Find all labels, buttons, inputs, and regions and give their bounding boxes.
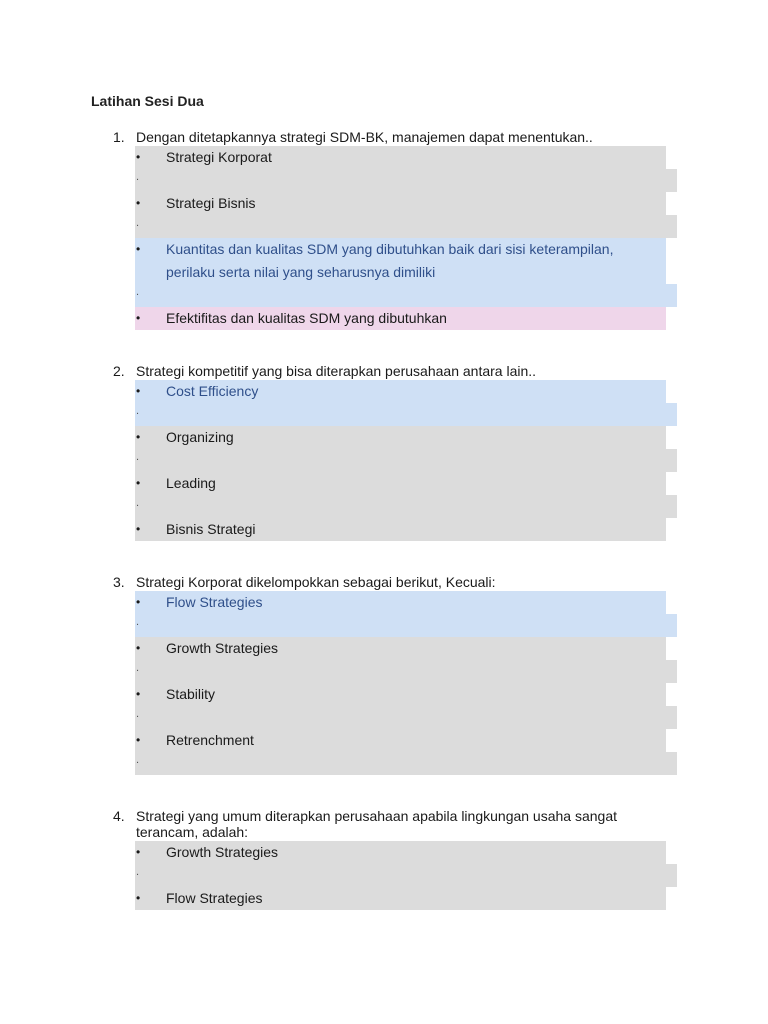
separator-dot: . bbox=[135, 169, 677, 192]
bullet-icon: • bbox=[136, 522, 141, 536]
bullet-icon: • bbox=[136, 384, 141, 398]
option-label: Strategi Korporat bbox=[166, 149, 272, 165]
separator-dot: . bbox=[135, 449, 677, 472]
separator-dot: . bbox=[135, 495, 677, 518]
bullet-icon: • bbox=[136, 595, 141, 609]
option-item[interactable] bbox=[135, 729, 673, 775]
separator-dot: . bbox=[135, 614, 677, 637]
question-body: Dengan ditetapkannya strategi SDM-BK, manajemen dapat menentukan.. bbox=[136, 129, 593, 145]
option-item[interactable] bbox=[135, 426, 673, 472]
option-item[interactable] bbox=[135, 841, 673, 887]
option-label: Organizing bbox=[166, 429, 234, 445]
question-number: 1. bbox=[113, 129, 125, 145]
option-item-selected[interactable] bbox=[135, 238, 673, 307]
bullet-icon: • bbox=[136, 733, 141, 747]
question-1 bbox=[113, 129, 673, 330]
option-item-selected[interactable] bbox=[135, 591, 673, 637]
option-list bbox=[135, 380, 673, 541]
option-item[interactable] bbox=[135, 518, 673, 541]
page-title: Latihan Sesi Dua bbox=[91, 93, 204, 109]
option-item-incorrect[interactable] bbox=[135, 307, 673, 330]
question-number: 3. bbox=[113, 574, 125, 590]
separator-dot: . bbox=[135, 284, 677, 307]
option-label: Flow Strategies bbox=[166, 594, 263, 610]
option-label: Cost Efficiency bbox=[166, 383, 259, 399]
question-number: 4. bbox=[113, 808, 125, 824]
question-body: Strategi Korporat dikelompokkan sebagai berikut, Kecuali: bbox=[136, 574, 496, 590]
separator-dot: . bbox=[135, 215, 677, 238]
option-item[interactable] bbox=[135, 146, 673, 192]
separator-dot: . bbox=[135, 752, 677, 775]
bullet-icon: • bbox=[136, 641, 141, 655]
question-number: 2. bbox=[113, 363, 125, 379]
option-item[interactable] bbox=[135, 637, 673, 683]
question-text bbox=[113, 808, 673, 840]
bullet-icon: • bbox=[136, 845, 141, 859]
question-text bbox=[113, 129, 673, 145]
option-list bbox=[135, 146, 673, 330]
question-body: Strategi kompetitif yang bisa diterapkan perusahaan antara lain.. bbox=[136, 363, 537, 379]
option-item[interactable] bbox=[135, 887, 673, 910]
option-item[interactable] bbox=[135, 683, 673, 729]
bullet-icon: • bbox=[136, 430, 141, 444]
question-2 bbox=[113, 363, 673, 541]
separator-dot: . bbox=[135, 706, 677, 729]
option-label: Flow Strategies bbox=[166, 890, 263, 906]
bullet-icon: • bbox=[136, 196, 141, 210]
option-item[interactable] bbox=[135, 192, 673, 238]
bullet-icon: • bbox=[136, 150, 141, 164]
bullet-icon: • bbox=[136, 311, 141, 325]
option-label: Growth Strategies bbox=[166, 640, 279, 656]
question-body: Strategi yang umum diterapkan perusahaan apabila lingkungan usaha sangat terancam, adalah: bbox=[136, 808, 618, 840]
option-label: Bisnis Strategi bbox=[166, 521, 256, 537]
bullet-icon: • bbox=[136, 242, 141, 256]
option-label: Kuantitas dan kualitas SDM yang dibutuhkan baik dari sisi keterampilan, perilaku serta nilai yang seharusnya dimiliki bbox=[166, 241, 614, 280]
option-label: Strategi Bisnis bbox=[166, 195, 256, 211]
bullet-icon: • bbox=[136, 476, 141, 490]
option-label: Stability bbox=[166, 686, 216, 702]
option-list bbox=[135, 591, 673, 775]
question-text bbox=[113, 363, 673, 379]
option-label: Retrenchment bbox=[166, 732, 254, 748]
question-3 bbox=[113, 574, 673, 775]
question-4 bbox=[113, 808, 673, 910]
option-item-selected[interactable] bbox=[135, 380, 673, 426]
option-label: Growth Strategies bbox=[166, 844, 279, 860]
option-list bbox=[135, 841, 673, 910]
separator-dot: . bbox=[135, 864, 677, 887]
option-label: Leading bbox=[166, 475, 216, 491]
bullet-icon: • bbox=[136, 687, 141, 701]
option-item[interactable] bbox=[135, 472, 673, 518]
separator-dot: . bbox=[135, 403, 677, 426]
question-text bbox=[113, 574, 673, 590]
separator-dot: . bbox=[135, 660, 677, 683]
bullet-icon: • bbox=[136, 891, 141, 905]
option-label: Efektifitas dan kualitas SDM yang dibutuhkan bbox=[166, 310, 447, 326]
